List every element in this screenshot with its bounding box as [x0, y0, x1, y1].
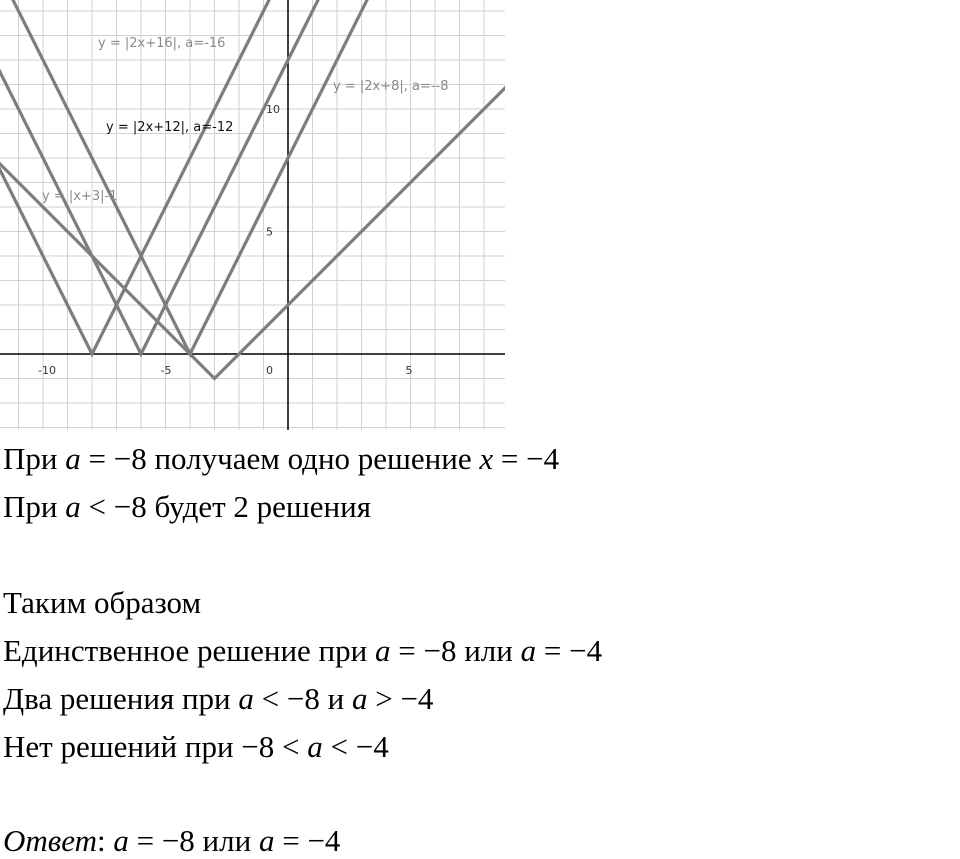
- text-segment: = −8 получаем одно решение: [80, 441, 480, 476]
- text-segment: = −4: [493, 441, 560, 476]
- curve-1: [0, 0, 505, 354]
- function-graph: [0, 0, 505, 430]
- math-variable-a: a: [520, 633, 537, 668]
- y-tick-label: 10: [266, 103, 280, 116]
- conclusion-line-unique: [3, 633, 602, 669]
- curve-3: [0, 0, 505, 354]
- math-variable-a: a: [307, 729, 323, 764]
- text-segment: < −8 будет 2 решения: [80, 489, 371, 524]
- curve-2: [0, 0, 505, 354]
- curve-label-2x8: y = |2x+8|, a=--8: [333, 79, 449, 94]
- grid-lines: [0, 0, 505, 430]
- math-variable-a: a: [258, 823, 275, 858]
- text-segment: < −4: [322, 729, 389, 764]
- math-variable-a: a: [65, 441, 81, 476]
- curve-label-x3: y = |x+3|-1: [42, 189, 118, 204]
- math-variable-a: a: [351, 681, 368, 716]
- x-tick-label: 5: [405, 364, 413, 377]
- curve-label-2x16: y = |2x+16|, a=-16: [98, 36, 226, 51]
- x-tick-label: -5: [160, 364, 172, 377]
- text-segment: = −8 или: [390, 633, 521, 668]
- text-segment: > −4: [367, 681, 434, 716]
- math-variable-a: a: [113, 823, 129, 858]
- y-tick-label: 5: [266, 225, 273, 239]
- text-segment: Два решения при: [3, 681, 239, 716]
- conclusion-line-two: [3, 681, 433, 717]
- text-segment: = −4: [536, 633, 603, 668]
- solution-line-2: [3, 489, 371, 525]
- text-segment: :: [96, 823, 114, 858]
- x-tick-label: -10: [38, 364, 56, 377]
- axes: [0, 0, 505, 430]
- text-segment: = −8 или: [128, 823, 259, 858]
- x-tick-label: 0: [266, 364, 273, 377]
- solution-line-1: [3, 441, 559, 477]
- text-segment: Нет решений при −8 <: [3, 729, 308, 764]
- curve-label-2x12: y = |2x+12|, a=-12: [106, 120, 234, 135]
- tick-labels: [38, 103, 413, 377]
- math-variable-x: x: [479, 441, 494, 476]
- math-variable-a: a: [238, 681, 254, 716]
- conclusion-heading: [3, 585, 201, 621]
- math-variable-a: a: [375, 633, 391, 668]
- text-segment: < −8 и: [253, 681, 352, 716]
- text-segment: При: [3, 441, 66, 476]
- text-segment: = −4: [274, 823, 341, 858]
- math-variable-a: a: [65, 489, 81, 524]
- conclusion-line-none: [3, 729, 389, 765]
- text-segment: При: [3, 489, 66, 524]
- answer-label: Ответ: [3, 823, 97, 858]
- text-segment: Единственное решение при: [3, 633, 375, 668]
- text-segment: Таким образом: [3, 585, 202, 620]
- answer-line: [3, 823, 340, 859]
